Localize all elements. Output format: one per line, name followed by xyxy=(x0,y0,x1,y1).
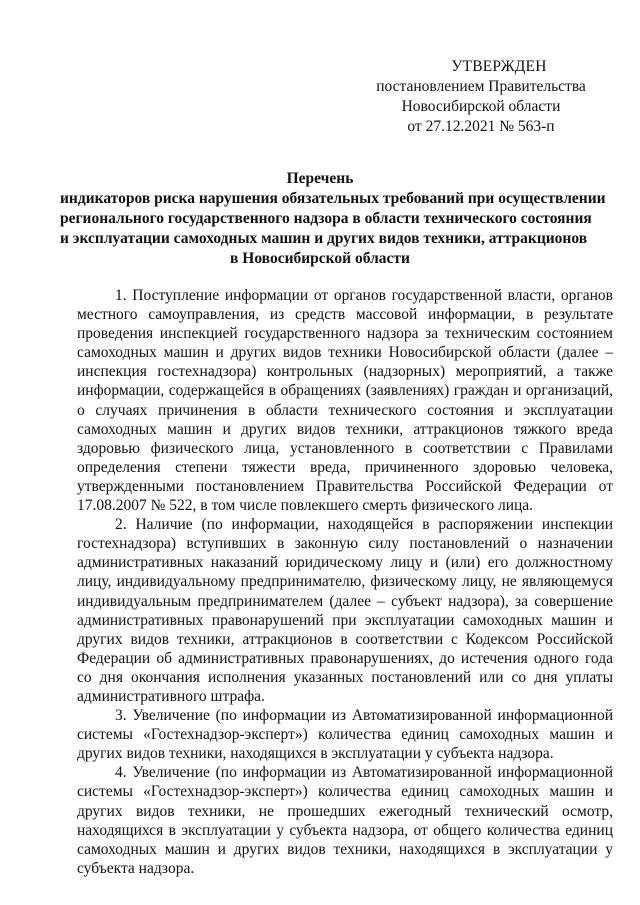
title-line-3: регионального государственного надзора в области технического состояния xyxy=(60,210,592,227)
paragraph-2: 2. Наличие (по информации, находящейся в распоряжении инспекции гостехнадзора) вступивших в законную силу постановлений о назначении административных наказаний юридическому лицу и (или) его должностному лицу, индивидуальному предпринимателю, физическому лицу, не являющемуся индивидуальным предпринимателем (далее – субъект надзора), за совершение административных правонарушений при эксплуатации самоходных машин и других видов техники, аттракционов в соответствии с Кодексом Российской Федерации об административных правонарушениях, до истечения одного года со дня окончания исполнения указанных постановлений или со дня уплаты административного штрафа. xyxy=(77,516,613,705)
approval-line-1: постановлением Правительства xyxy=(376,78,586,95)
document-body xyxy=(77,286,613,878)
paragraph-1: 1. Поступление информации от органов государственной власти, органов местного самоуправления, из средств массовой информации, в результате проведения инспекцией государственного надзора за техническим состоянием самоходных машин и других видов техники Новосибирской области (далее – инспекция гостехнадзора) контрольных (надзорных) мероприятий, а также информации, содержащейся в обращениях (заявлениях) граждан и организаций, о случаях причинения в области технического состояния и эксплуатации самоходных машин и других видов техники, аттракционов тяжкого вреда здоровью физического лица, установленного в соответствии с Правилами определения степени тяжести вреда, причиненного здоровью человека, утвержденными постановлением Правительства Российской Федерации от 17.08.2007 № 522, в том числе повлекшего смерть физического лица. xyxy=(77,287,613,515)
title-line-2: индикаторов риска нарушения обязательных требований при осуществлении xyxy=(60,190,606,207)
paragraph-4: 4. Увеличение (по информации из Автоматизированной информационной системы «Гостехнадзор-эксперт») количества единиц самоходных машин и других видов техники, не прошедших ежегодный технический осмотр, находящихся в эксплуатации у субъекта надзора, от общего количества единиц самоходных машин и других видов техники, находящихся в эксплуатации у субъекта надзора. xyxy=(77,764,613,877)
approval-heading: УТВЕРЖДЕН xyxy=(451,58,547,75)
approval-line-3: от 27.12.2021 № 563-п xyxy=(407,118,555,135)
title-line-5: в Новосибирской области xyxy=(230,250,410,267)
title-line-1: Перечень xyxy=(286,170,354,187)
document-title xyxy=(60,169,606,269)
paragraph-3: 3. Увеличение (по информации из Автоматизированной информационной системы «Гостехнадзор-эксперт») количества единиц самоходных машин и других видов техники, находящихся в эксплуатации у субъекта надзора. xyxy=(77,707,613,763)
approval-line-2: Новосибирской области xyxy=(401,98,561,115)
title-line-4: и эксплуатации самоходных машин и других видов техники, аттракционов xyxy=(60,230,588,247)
approval-stamp xyxy=(366,57,596,137)
